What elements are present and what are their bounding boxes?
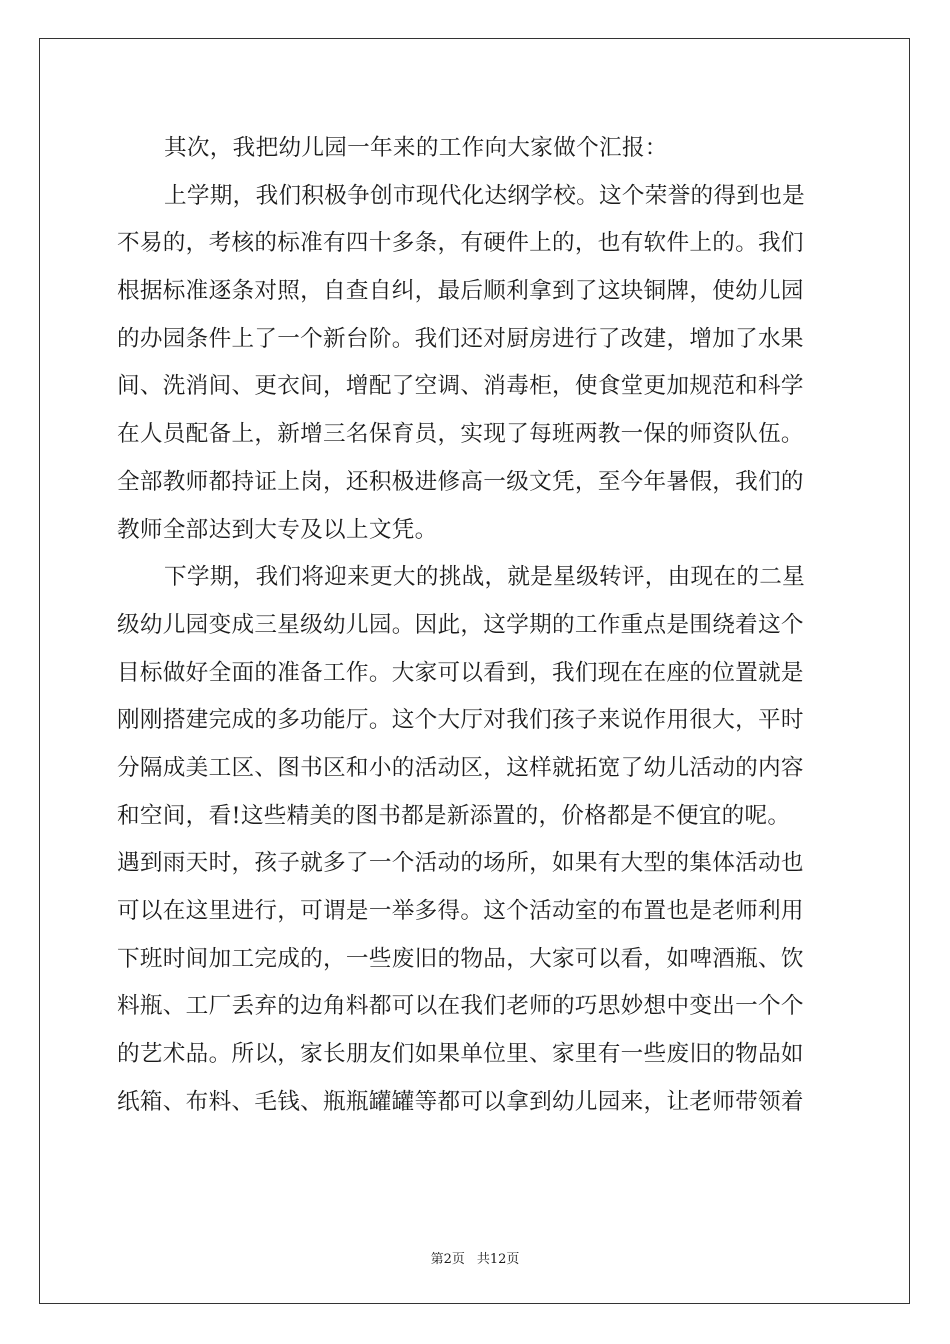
text-line: 的艺术品。所以，家长朋友们如果单位里、家里有一些废旧的物品如: [117, 1041, 804, 1068]
text-line: 在人员配备上，新增三名保育员，实现了每班两教一保的师资队伍。: [117, 421, 804, 448]
text-line: 全部教师都持证上岗，还积极进修高一级文凭，至今年暑假，我们的: [117, 468, 804, 495]
text-line: 其次，我把幼儿园一年来的工作向大家做个汇报：: [164, 135, 668, 161]
text-line: 刚刚搭建完成的多功能厅。这个大厅对我们孩子来说作用很大，平时: [117, 707, 804, 734]
text-line: 下学期，我们将迎来更大的挑战，就是星级转评，由现在的二星: [164, 564, 806, 591]
page-number-total: 共12页: [476, 1252, 520, 1267]
document-body: [117, 125, 837, 1126]
text-line: 和空间，看!这些精美的图书都是新添置的，价格都是不便宜的呢。: [117, 802, 791, 829]
page-number-current: 第2页: [430, 1252, 465, 1267]
text-line: 分隔成美工区、图书区和小的活动区，这样就拓宽了幼儿活动的内容: [117, 754, 804, 781]
text-line: 的办园条件上了一个新台阶。我们还对厨房进行了改建，增加了水果: [117, 325, 804, 352]
text-line: 根据标准逐条对照，自查自纠，最后顺利拿到了这块铜牌，使幼儿园: [117, 278, 804, 305]
text-line: 级幼儿园变成三星级幼儿园。因此，这学期的工作重点是围绕着这个: [117, 611, 804, 638]
text-line: 可以在这里进行，可谓是一举多得。这个活动室的布置也是老师利用: [117, 898, 804, 924]
text-line: 纸箱、布料、毛钱、瓶瓶罐罐等都可以拿到幼儿园来，让老师带领着: [117, 1088, 804, 1115]
text-line: 教师全部达到大专及以上文凭。: [117, 516, 438, 543]
text-line: 下班时间加工完成的，一些废旧的物品，大家可以看，如啤酒瓶、饮: [117, 945, 804, 972]
text-line: 不易的，考核的标准有四十多条，有硬件上的，也有软件上的。我们: [117, 230, 804, 257]
page-footer: [0, 1248, 950, 1267]
text-line: 料瓶、工厂丢弃的边角料都可以在我们老师的巧思妙想中变出一个个: [117, 993, 804, 1020]
text-line: 目标做好全面的准备工作。大家可以看到，我们现在在座的位置就是: [117, 659, 804, 686]
text-line: 上学期，我们积极争创市现代化达纲学校。这个荣誉的得到也是: [164, 182, 806, 209]
text-line: 间、洗消间、更衣间，增配了空调、消毒柜，使食堂更加规范和科学: [117, 373, 804, 400]
text-line: 遇到雨天时，孩子就多了一个活动的场所，如果有大型的集体活动也: [117, 850, 804, 877]
